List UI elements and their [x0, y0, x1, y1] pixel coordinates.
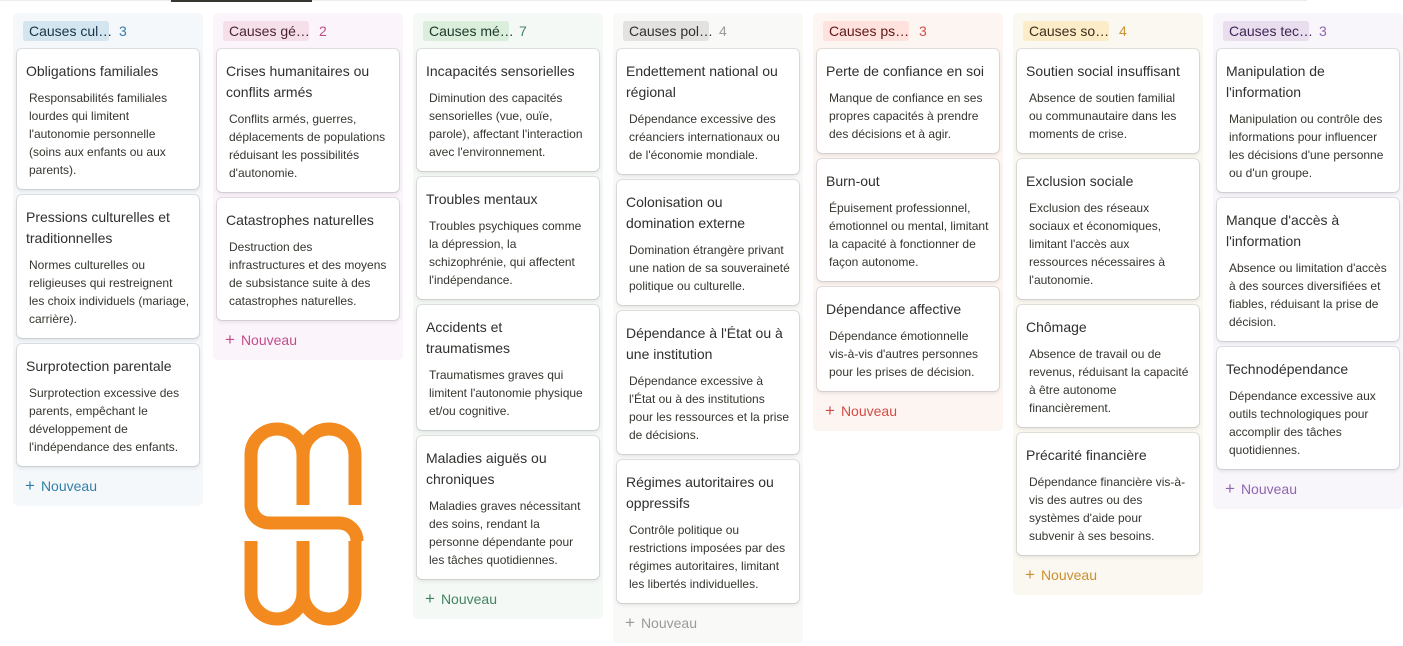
card-description: Domination étrangère privant une nation de sa souveraineté politique ou culturelle.	[629, 243, 790, 293]
card-description: Traumatismes graves qui limitent l'autonomie physique et/ou cognitive.	[429, 368, 583, 418]
card-manque-d-acces-a-l-information[interactable]	[1217, 198, 1399, 341]
card-regimes-autoritaires-ou-oppressifs[interactable]	[617, 460, 799, 603]
new-card-label: Nouveau	[440, 591, 497, 607]
card-description: Exclusion des réseaux sociaux et économiques, limitant l'accès aux ressources nécessaires à l'autonomie.	[1029, 201, 1166, 287]
new-card-label: Nouveau	[1040, 567, 1097, 583]
column-tag[interactable]: Causes ps…	[823, 21, 909, 41]
new-card-label: Nouveau	[40, 478, 97, 494]
card-title: Crises humanitaires ou conflits armés	[226, 63, 370, 100]
column-count: 4	[719, 23, 727, 39]
new-card-button[interactable]	[17, 472, 199, 500]
new-card-label: Nouveau	[840, 403, 897, 419]
column-count: 7	[519, 23, 527, 39]
column-tag[interactable]: Causes mé…	[423, 21, 509, 41]
new-card-label: Nouveau	[240, 332, 297, 348]
card-description: Conflits armés, guerres, déplacements de populations réduisant les possibilités d'autonomie.	[229, 112, 386, 180]
card-title: Régimes autoritaires ou oppressifs	[626, 474, 774, 511]
card-endettement-national-ou-regional[interactable]	[617, 49, 799, 174]
card-description: Dépendance excessive aux outils technologiques pour accomplir des tâches quotidiennes.	[1229, 389, 1376, 457]
column-causes-sociales	[1013, 13, 1203, 595]
card-manipulation-de-l-information[interactable]	[1217, 49, 1399, 192]
card-title: Perte de confiance en soi	[826, 63, 984, 79]
column-header[interactable]	[17, 13, 199, 49]
column-count: 3	[119, 23, 127, 39]
card-description: Absence de soutien familial ou communautaire dans les moments de crise.	[1029, 91, 1177, 141]
card-description: Dépendance excessive des créanciers internationaux ou de l'économie mondiale.	[629, 112, 780, 162]
card-description: Dépendance excessive à l'État ou à des institutions pour les ressources et la prise de décisions.	[629, 374, 790, 442]
card-title: Manipulation de l'information	[1226, 63, 1325, 100]
column-tag[interactable]: Causes cul…	[23, 21, 109, 41]
column-tag[interactable]: Causes tec…	[1223, 21, 1309, 41]
column-causes-politiques	[613, 13, 803, 643]
card-description: Épuisement professionnel, émotionnel ou mental, limitant la capacité à fonctionner de façon autonome.	[829, 201, 989, 269]
card-dependance-a-l-etat-ou-a-une-institution[interactable]	[617, 311, 799, 454]
new-card-button[interactable]	[1017, 561, 1199, 589]
card-title: Dépendance à l'État ou à une institution	[626, 325, 783, 362]
card-description: Normes culturelles ou religieuses qui restreignent les choix individuels (mariage, carrière).	[29, 258, 190, 326]
card-surprotection-parentale[interactable]	[17, 344, 199, 466]
card-colonisation-ou-domination-externe[interactable]	[617, 180, 799, 305]
card-crises-humanitaires-ou-conflits-armes[interactable]	[217, 49, 399, 192]
card-title: Obligations familiales	[26, 63, 159, 79]
card-description: Dépendance financière vis-à-vis des autres ou des systèmes d'aide pour subvenir à ses besoins.	[1029, 475, 1186, 543]
column-causes-geographiques	[213, 13, 403, 360]
card-title: Troubles mentaux	[426, 191, 538, 207]
card-accidents-et-traumatismes[interactable]	[417, 305, 599, 430]
new-card-button[interactable]	[817, 397, 999, 425]
logo-mark	[232, 421, 377, 631]
column-count: 3	[1319, 23, 1327, 39]
card-description: Responsabilités familiales lourdes qui limitent l'autonomie personnelle (soins aux enfants ou aux parents).	[29, 91, 168, 177]
column-causes-culturelles	[13, 13, 203, 506]
card-soutien-social-insuffisant[interactable]	[1017, 49, 1199, 153]
card-title: Maladies aiguës ou chroniques	[426, 450, 547, 487]
plus-icon: +	[1025, 565, 1035, 584]
card-troubles-mentaux[interactable]	[417, 177, 599, 299]
card-title: Endettement national ou régional	[626, 63, 778, 100]
card-description: Manipulation ou contrôle des informations pour influencer les décisions d'une personne ou d'un groupe.	[1229, 112, 1384, 180]
plus-icon: +	[625, 613, 635, 632]
plus-icon: +	[425, 589, 435, 608]
card-chomage[interactable]	[1017, 305, 1199, 427]
card-title: Précarité financière	[1026, 447, 1147, 463]
new-card-label: Nouveau	[640, 615, 697, 631]
card-catastrophes-naturelles[interactable]	[217, 198, 399, 320]
plus-icon: +	[1225, 479, 1235, 498]
new-card-label: Nouveau	[1240, 481, 1297, 497]
card-description: Destruction des infrastructures et des moyens de subsistance suite à des catastrophes naturelles.	[229, 240, 387, 308]
card-description: Contrôle politique ou restrictions imposées par des régimes autoritaires, limitant les libertés individuelles.	[629, 523, 786, 591]
column-header[interactable]	[1217, 13, 1399, 49]
column-count: 3	[919, 23, 927, 39]
column-tag[interactable]: Causes so…	[1023, 21, 1109, 41]
card-obligations-familiales[interactable]	[17, 49, 199, 189]
card-description: Absence ou limitation d'accès à des sources diversifiées et fiables, réduisant la prise de décision.	[1229, 261, 1387, 329]
card-technodependance[interactable]	[1217, 347, 1399, 469]
column-count: 4	[1119, 23, 1127, 39]
card-title: Technodépendance	[1226, 361, 1349, 377]
column-causes-medicales	[413, 13, 603, 619]
card-title: Soutien social insuffisant	[1026, 63, 1180, 79]
card-description: Diminution des capacités sensorielles (vue, ouïe, parole), affectant l'interaction avec l'environnement.	[429, 91, 583, 159]
new-card-button[interactable]	[417, 585, 599, 613]
card-description: Troubles psychiques comme la dépression, la schizophrénie, qui affectent l'indépendance.	[429, 219, 582, 287]
card-title: Chômage	[1026, 319, 1087, 335]
new-card-button[interactable]	[1217, 475, 1399, 503]
card-title: Exclusion sociale	[1026, 173, 1134, 189]
column-causes-psychologiques	[813, 13, 1003, 431]
card-pressions-culturelles-et-traditionnelles[interactable]	[17, 195, 199, 338]
card-dependance-affective[interactable]	[817, 287, 999, 391]
card-description: Maladies graves nécessitant des soins, rendant la personne dépendante pour les tâches quotidiennes.	[429, 499, 581, 567]
column-tag[interactable]: Causes gé…	[223, 21, 309, 41]
card-title: Colonisation ou domination externe	[626, 194, 746, 231]
card-title: Catastrophes naturelles	[226, 212, 374, 228]
card-title: Incapacités sensorielles	[426, 63, 575, 79]
column-header[interactable]	[617, 13, 799, 49]
card-description: Absence de travail ou de revenus, réduisant la capacité à être autonome financièrement.	[1029, 347, 1189, 415]
card-description: Dépendance émotionnelle vis-à-vis d'autres personnes pour les prises de décision.	[829, 329, 979, 379]
active-view-indicator	[171, 0, 312, 2]
card-title: Accidents et traumatismes	[426, 319, 511, 356]
kanban-board	[13, 13, 1387, 646]
column-header[interactable]	[1017, 13, 1199, 49]
new-card-button[interactable]	[617, 609, 799, 637]
column-tag[interactable]: Causes pol…	[623, 21, 709, 41]
card-title: Manque d'accès à l'information	[1226, 212, 1340, 249]
card-title: Surprotection parentale	[26, 358, 172, 374]
new-card-button[interactable]	[217, 326, 399, 354]
column-header[interactable]	[817, 13, 999, 49]
card-precarite-financiere[interactable]	[1017, 433, 1199, 555]
card-maladies-aigues-ou-chroniques[interactable]	[417, 436, 599, 579]
plus-icon: +	[225, 330, 235, 349]
card-title: Dépendance affective	[826, 301, 962, 317]
card-burn-out[interactable]	[817, 159, 999, 281]
column-count: 2	[319, 23, 327, 39]
card-perte-de-confiance-en-soi[interactable]	[817, 49, 999, 153]
plus-icon: +	[825, 401, 835, 420]
card-incapacites-sensorielles[interactable]	[417, 49, 599, 171]
plus-icon: +	[25, 476, 35, 495]
card-title: Burn-out	[826, 173, 880, 189]
column-header[interactable]	[217, 13, 399, 49]
card-description: Manque de confiance en ses propres capacités à prendre des décisions et à agir.	[829, 91, 983, 141]
card-description: Surprotection excessive des parents, empêchant le développement de l'indépendance des enfants.	[29, 386, 180, 454]
column-header[interactable]	[417, 13, 599, 49]
card-exclusion-sociale[interactable]	[1017, 159, 1199, 299]
card-title: Pressions culturelles et traditionnelles	[26, 209, 170, 246]
column-causes-technologiques	[1213, 13, 1403, 509]
view-tabs-divider	[0, 0, 1307, 1]
